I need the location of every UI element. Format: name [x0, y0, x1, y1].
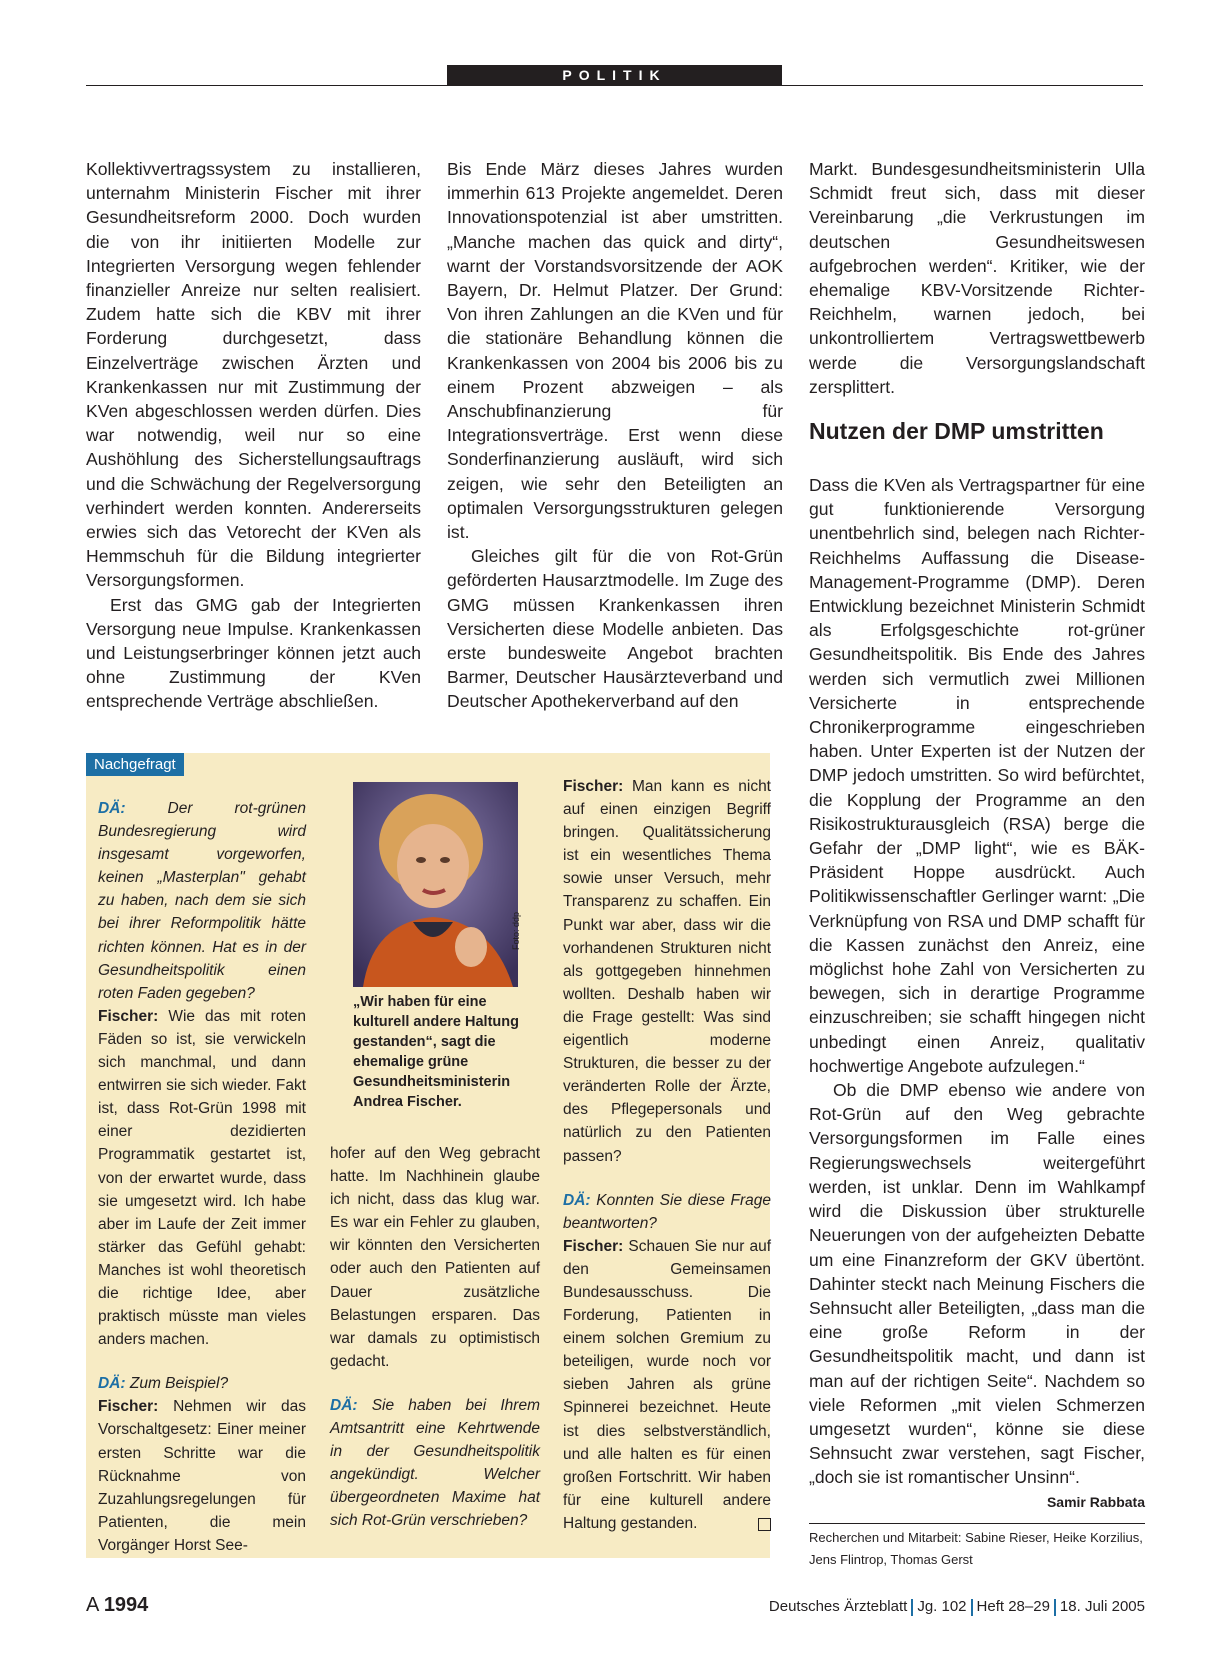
- question-prefix: DÄ:: [98, 1375, 126, 1393]
- page-number-value: 1994: [103, 1594, 149, 1616]
- interview-question: [563, 1189, 771, 1235]
- journal-name: Deutsches Ärzteblatt: [768, 1598, 908, 1615]
- speaker-label: Fischer:: [563, 1237, 624, 1255]
- footer-separator: [1054, 1599, 1056, 1616]
- paragraph: Kollektivvertragssystem zu installieren, unternahm Ministerin Fischer mit ihrer Gesundheitsreform 2000. Doch wurden die von ihr initiierten Modelle zur Integrierten Versorgung wegen fehlender finanzieller Anreize nur selten realisiert. Zudem hatte sich die KBV mit ihrer Forderung durchgesetzt, dass Einzelverträge zwischen Ärzten und Krankenkassen nur mit Zustimmung der KVen abgeschlossen werden dürfen. Dies war notwendig, weil nur so eine Aushöhlung des Sicherstellungsauftrags und die Schwächung der Regelversorgung verhindert werden konnten. Andererseits erwies sich das Vetorecht der KVen als Hemmschuh für die Bildung integrierter Versorgungsformen.: [86, 159, 421, 591]
- interview-question: [98, 797, 306, 1005]
- article-column-1: [86, 157, 421, 714]
- question-prefix: DÄ:: [98, 800, 126, 817]
- journal-footer: [769, 1598, 1145, 1616]
- portrait-illustration: [353, 782, 518, 987]
- question-text: Der rot-grünen Bundesregierung wird insgesamt vorgeworfen, keinen „Masterplan" gehabt zu haben, nach dem sie sich bei ihrer Reformpolitik hätte richten können. Hat es in der Gesundheitspolitik einen roten Faden gegeben?: [98, 800, 307, 1002]
- question-text: Zum Beispiel?: [129, 1375, 229, 1393]
- interview-answer: [98, 1395, 306, 1557]
- interview-column-3: [563, 775, 771, 1535]
- interview-column-1: [98, 797, 306, 1557]
- journal-volume: Jg. 102: [917, 1598, 967, 1615]
- interview-column-2: [330, 1142, 540, 1533]
- interview-box-label: Nachgefragt: [86, 753, 184, 776]
- answer-text: Nehmen wir das Vorschaltgesetz: Einer meiner ersten Schritte war die Rücknahme von Zuzahlungsregelungen für Patienten, die mein Vorgänger Horst See-: [98, 1398, 306, 1554]
- end-mark-icon: [758, 1518, 771, 1531]
- article-column-2: [447, 157, 783, 714]
- question-text: Konnten Sie diese Frage beantworten?: [563, 1191, 771, 1232]
- interview-answer-continued: hofer auf den Weg gebracht hatte. Im Nachhinein glaube ich nicht, dass das klug war. Es war ein Fehler zu glauben, wir könnten den Versicherten oder auch den Patienten auf Dauer zusätzliche Belastungen ersparen. Das war damals zu optimistisch gedacht.: [330, 1145, 540, 1370]
- paragraph: Erst das GMG gab der Integrierten Versorgung neue Impulse. Krankenkassen und Leistungserbringer können jetzt auch ohne Zustimmung der KVen entsprechende Verträge abschließen.: [86, 594, 421, 712]
- answer-text: Wie das mit roten Fäden so ist, sie verwickeln sich manchmal, und dann entwirren sie sich wieder. Fakt ist, dass Rot-Grün 1998 mit einer dezidierten Programmatik gestartet ist, von der erwartet wurde, dass sie umgesetzt wird. Ich habe aber im Laufe der Zeit immer stärker das Gefühl gehabt: Manches ist wohl theoretisch die richtige Idee, aber praktisch müsste man vieles anders machen.: [98, 1007, 306, 1349]
- credits-rule: [809, 1523, 1145, 1524]
- interview-answer: [98, 1005, 306, 1351]
- paragraph: Markt. Bundesgesundheitsministerin Ulla Schmidt freut sich, dass mit dieser Vereinbarung „die Verkrustungen im deutschen Gesundheitswesen aufgebrochen werden“. Kritiker, wie der ehemalige KBV-Vorsitzende Richter-Reichhelm, warnen jedoch, bei unkontrolliertem Vertragswettbewerb werde die Versorgungslandschaft zersplittert.: [809, 159, 1145, 397]
- page-prefix: A: [86, 1594, 99, 1616]
- subheading: Nutzen der DMP umstritten: [809, 418, 1104, 444]
- question-prefix: DÄ:: [330, 1396, 358, 1414]
- interview-answer: [563, 1235, 771, 1535]
- journal-date: 18. Juli 2005: [1059, 1598, 1145, 1615]
- footer-separator: [971, 1599, 973, 1616]
- paragraph: Dass die KVen als Vertragspartner für eine gut funktionierende Versorgung unentbehrlich sind, belegen nach Richter-Reichhelms Auffassung die Disease-Management-Programme (DMP). Deren Entwicklung bezeichnet Ministerin Schmidt als Erfolgsgeschichte rot-grüner Gesundheitspolitik. Bis Ende des Jahres werden sich vermutlich zwei Millionen Versicherte in entsprechende Chronikerprogramme eingeschrieben haben. Unter Experten ist der Nutzen der DMP jedoch umstritten. So wird befürchtet, die Kopplung der Programme an den Risikostrukturausgleich (RSA) berge die Gefahr der „DMP light“, wie es BÄK-Präsident Hoppe ausdrückt. Auch Politikwissenschaftler Gerlinger warnt: „Die Verknüpfung von RSA und DMP schafft für die Kassen zunächst den Anreiz, eine möglichst hohe Zahl von Versicherten zu bewegen, sich in derartige Programme einzuschreiben; sie schafft hingegen nicht unbedingt einen Anreiz, qualitativ hochwertige Angebote aufzulegen.“: [809, 475, 1145, 1076]
- photo-credit: Foto: ddp: [511, 911, 521, 950]
- answer-text: Man kann es nicht auf einen einzigen Begriff bringen. Qualitätssicherung ist ein wesentliches Thema sowie unser Versuch, mehr Transparenz zu schaffen. Ein Punkt war aber, dass wir die vorhandenen Strukturen nicht als gottgegeben hinnehmen wollten. Deshalb haben wir die Frage gestellt: Was sind eigentlich moderne Strukturen, die besser zu der veränderten Rolle der Ärzte, des Pflegepersonals und natürlich zu den Patienten passen?: [563, 778, 771, 1165]
- paragraph: [809, 1078, 1145, 1510]
- page-number: [86, 1594, 148, 1617]
- interview-answer: [563, 775, 771, 1168]
- paragraph-text: Ob die DMP ebenso wie andere von Rot-Grün auf den Weg gebrachte Versorgungsformen im Falle eines Regierungswechsels weitergeführt werden, ist unklar. Denn im Wahlkampf wird die Diskussion über strukturelle Neuerungen von der aufgeheizten Debatte um eine Finanzreform der GKV übertönt. Dahinter steckt nach Meinung Fischers die Sehnsucht aller Beteiligten, „dass man die eine große Reform in der Gesundheitspolitik macht, und dann ist man auf der richtigen Seite“. Nachdem so viele Reformen „mit vielen Schmerzen umgesetzt wurden“, könne sie diese Sehnsucht zwar verstehen, sagt Fischer, „doch sie ist romantischer Unsinn“.: [809, 1080, 1145, 1488]
- speaker-label: Fischer:: [563, 778, 624, 795]
- paragraph: Gleiches gilt für die von Rot-Grün geförderten Hausarztmodelle. Im Zuge des GMG müssen Krankenkassen ihren Versicherten diese Modelle anbieten. Das erste bundesweite Angebot brachten Barmer, Deutscher Hausärzteverband und Deutscher Apothekerverband auf den: [447, 546, 783, 712]
- section-label: POLITIK: [447, 65, 782, 86]
- question-prefix: DÄ:: [563, 1191, 591, 1209]
- article-column-3-continued: [809, 473, 1145, 1514]
- journal-issue: Heft 28–29: [976, 1598, 1050, 1615]
- footer-separator: [911, 1599, 913, 1616]
- article-column-3: [809, 157, 1145, 399]
- photo-caption: „Wir haben für eine kulturell andere Haltung gestanden“, sagt die ehemalige grüne Gesundheitsministerin Andrea Fischer.: [353, 994, 519, 1110]
- speaker-label: Fischer:: [98, 1398, 159, 1416]
- speaker-label: Fischer:: [98, 1007, 159, 1025]
- credits-line: Recherchen und Mitarbeit: Sabine Rieser, Heike Korzilius, Jens Flintrop, Thomas Gerst: [809, 1530, 1143, 1567]
- author-name: Samir Rabbata: [1046, 1493, 1145, 1510]
- interview-question: [330, 1394, 540, 1533]
- portrait-photo: [353, 782, 518, 987]
- paragraph: Bis Ende März dieses Jahres wurden immerhin 613 Projekte angemeldet. Deren Innovationspotenzial ist aber umstritten. „Manche machen das quick and dirty“, warnt der Vorstandsvorsitzende der AOK Bayern, Dr. Helmut Platzer. Der Grund: Von ihren Zahlungen an die KVen und für die stationäre Behandlung können die Krankenkassen von 2004 bis 2006 bis zu einem Prozent abzweigen – als Anschubfinanzierung für Integrationsverträge. Erst wenn diese Sonderfinanzierung ausläuft, wird sich zeigen, wie sehr den Beteiligten an optimalen Versorgungsstrukturen gelegen ist.: [447, 159, 783, 543]
- interview-question: [98, 1372, 306, 1395]
- answer-text: Schauen Sie nur auf den Gemeinsamen Bundesausschuss. Die Forderung, Patienten in einem solchen Gremium zu beteiligen, wurde noch vor sieben Jahren als grüne Spinnerei bezeichnet. Heute ist dies selbstverständlich, und alle halten es für einen großen Fortschritt. Wir haben für eine kulturell andere Haltung gestanden.: [563, 1237, 772, 1532]
- question-text: Sie haben bei Ihrem Amtsantritt eine Kehrtwende in der Gesundheitspolitik angekündigt. Welcher übergeordneten Maxime hat sich Rot-Grün verschrieben?: [330, 1396, 540, 1530]
